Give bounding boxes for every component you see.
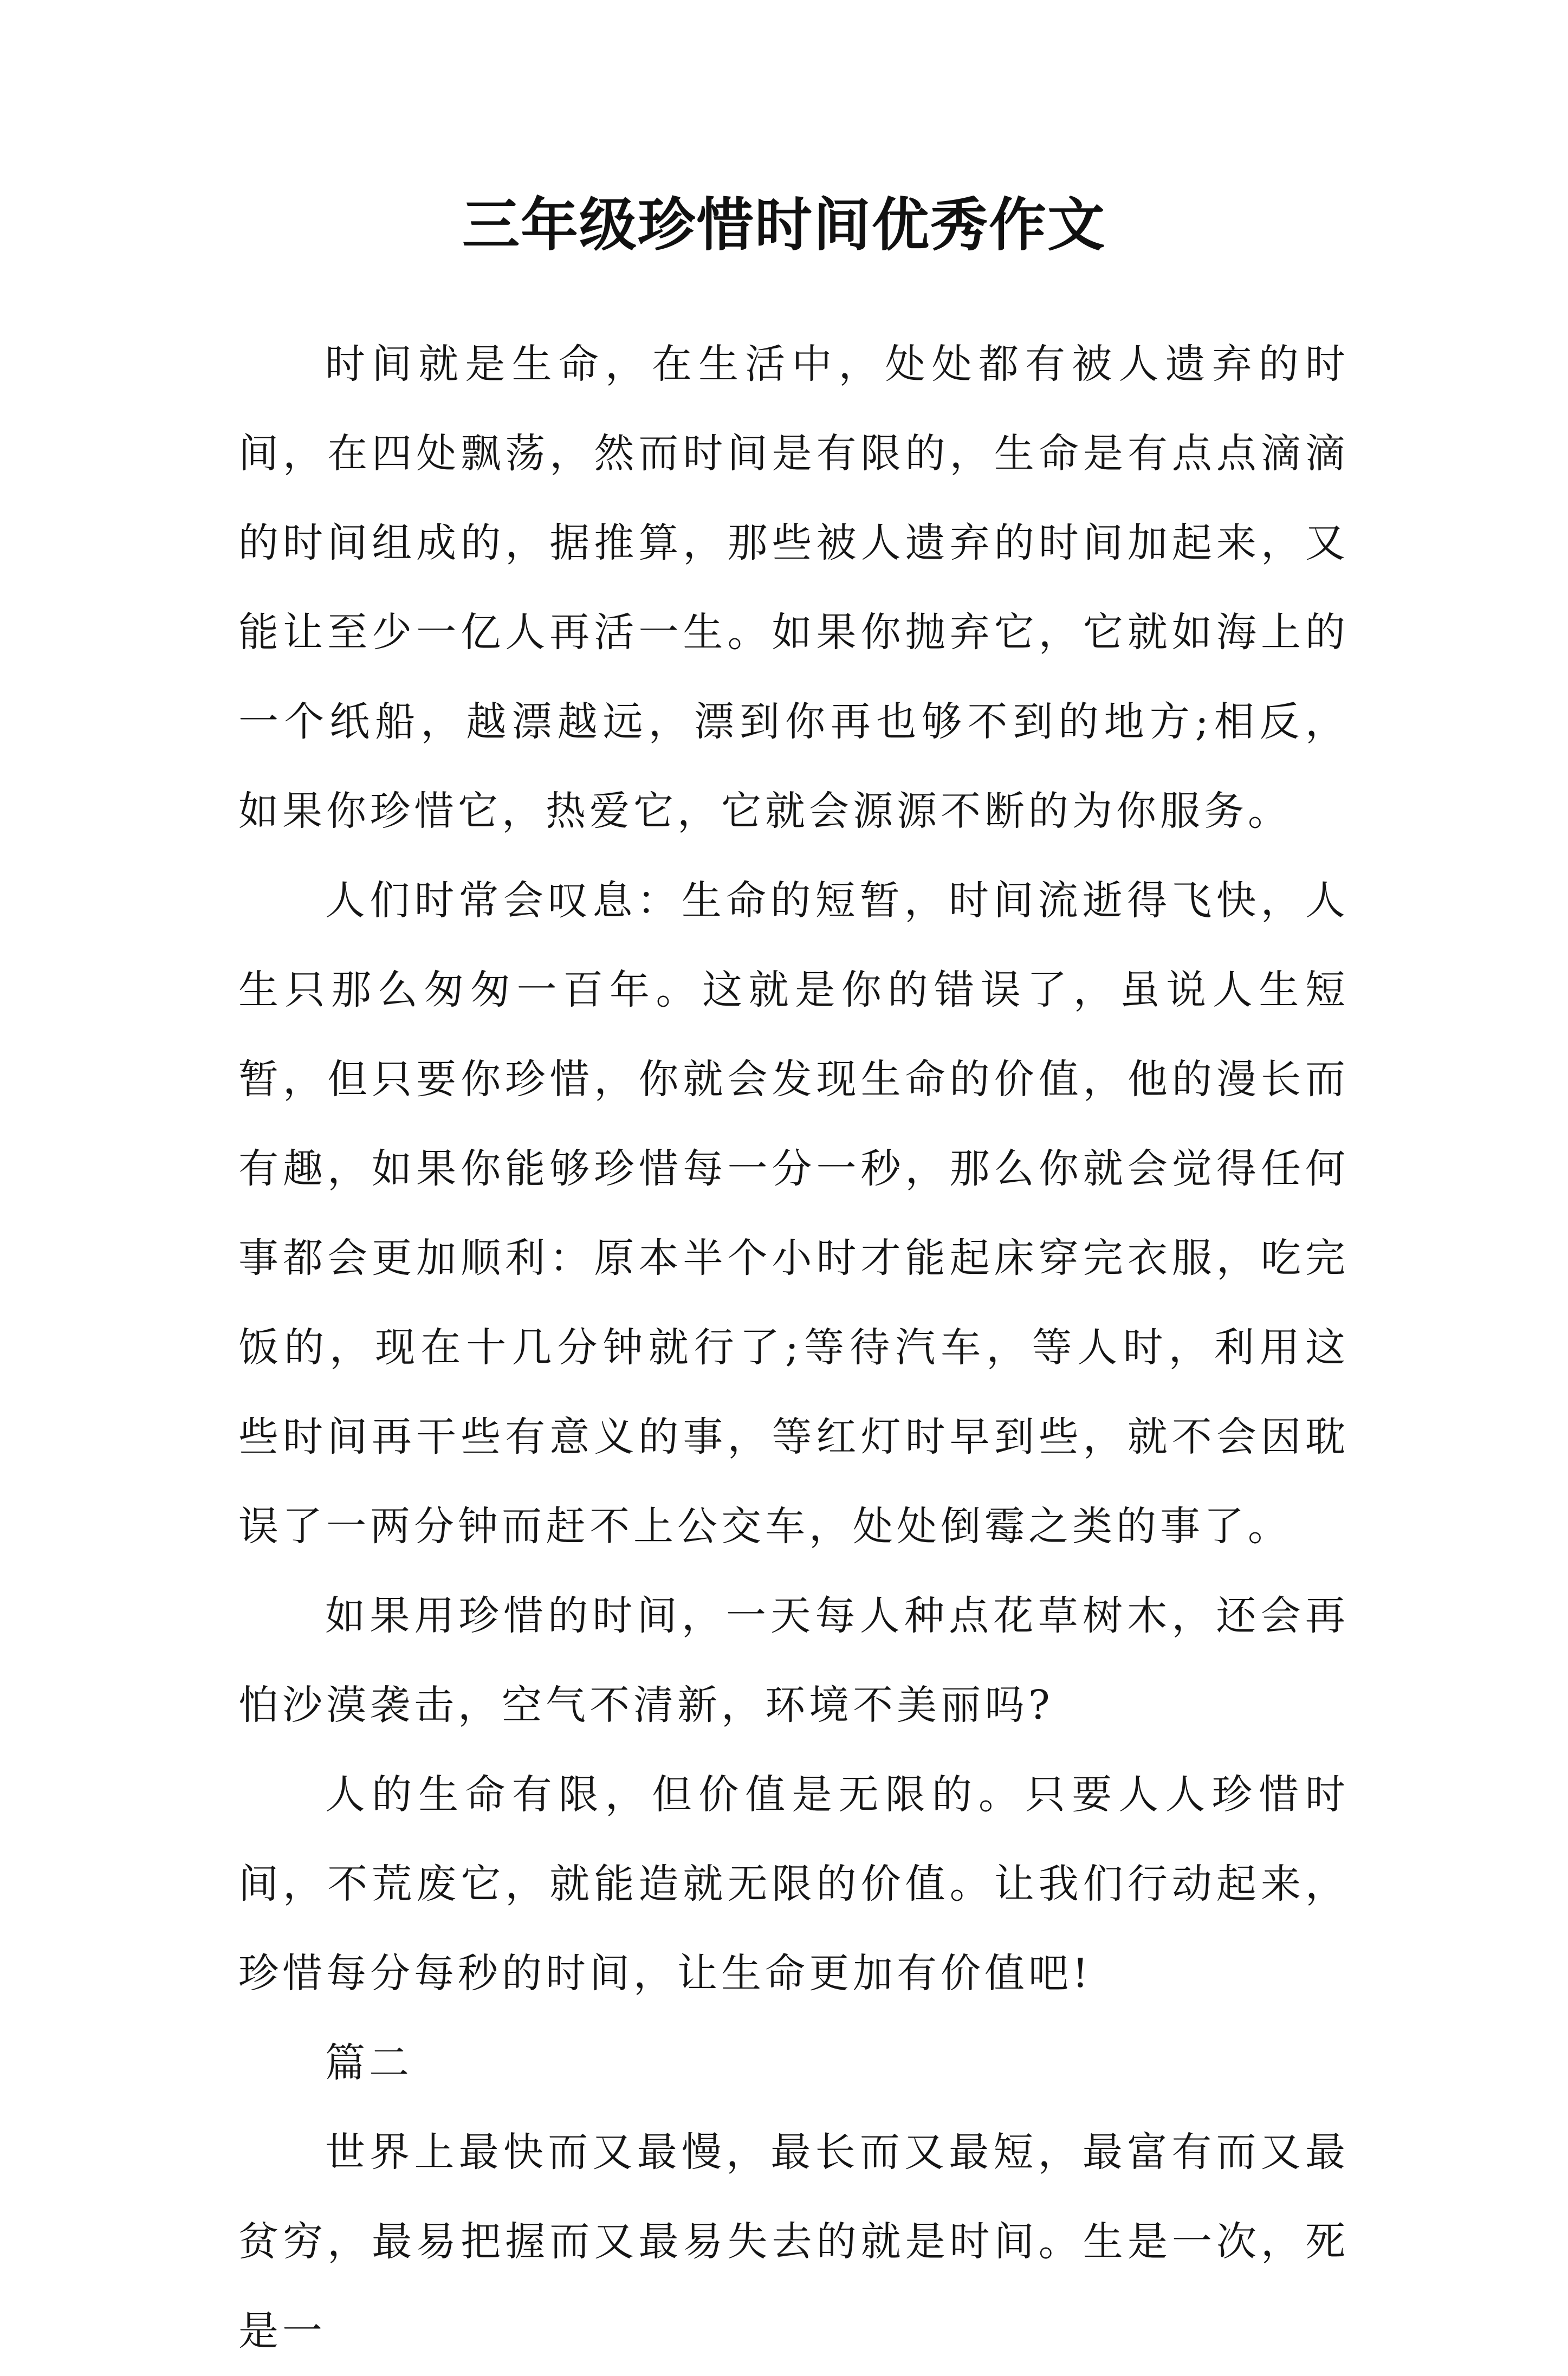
paragraph-5: 世界上最快而又最慢，最长而又最短，最富有而又最贫穷，最易把握而又最易失去的就是时间。生是一次，死是一 [238, 2129, 1349, 2354]
paragraph-3: 如果用珍惜的时间，一天每人种点花草树木，还会再怕沙漠袭击，空气不清新，环境不美丽吗? [238, 1592, 1349, 1728]
document-body [238, 320, 1349, 2376]
document-title: 三年级珍惜时间优秀作文 [462, 191, 1106, 258]
paragraph-4: 人的生命有限，但价值是无限的。只要人人珍惜时间，不荒废它，就能造就无限的价值。让我们行动起来，珍惜每分每秒的时间，让生命更加有价值吧! [238, 1771, 1349, 1997]
paragraph-1: 时间就是生命，在生活中，处处都有被人遗弃的时间，在四处飘荡，然而时间是有限的，生命是有点点滴滴的时间组成的，据推算，那些被人遗弃的时间加起来，又能让至少一亿人再活一生。如果你抛弃它，它就如海上的一个纸船，越漂越远，漂到你再也够不到的地方;相反，如果你珍惜它，热爱它，它就会源源不断的为你服务。 [238, 341, 1349, 834]
section-heading-part-two: 篇二 [325, 2040, 413, 2086]
paragraph-2: 人们时常会叹息：生命的短暂，时间流逝得飞快，人生只那么匆匆一百年。这就是你的错误了，虽说人生短暂，但只要你珍惜，你就会发现生命的价值，他的漫长而有趣，如果你能够珍惜每一分一秒，那么你就会觉得任何事都会更加顺利：原本半个小时才能起床穿完衣服，吃完饭的，现在十几分钟就行了;等待汽车，等人时，利用这些时间再干些有意义的事，等红灯时早到些，就不会因耽误了一两分钟而赶不上公交车，处处倒霉之类的事了。 [238, 877, 1349, 1550]
